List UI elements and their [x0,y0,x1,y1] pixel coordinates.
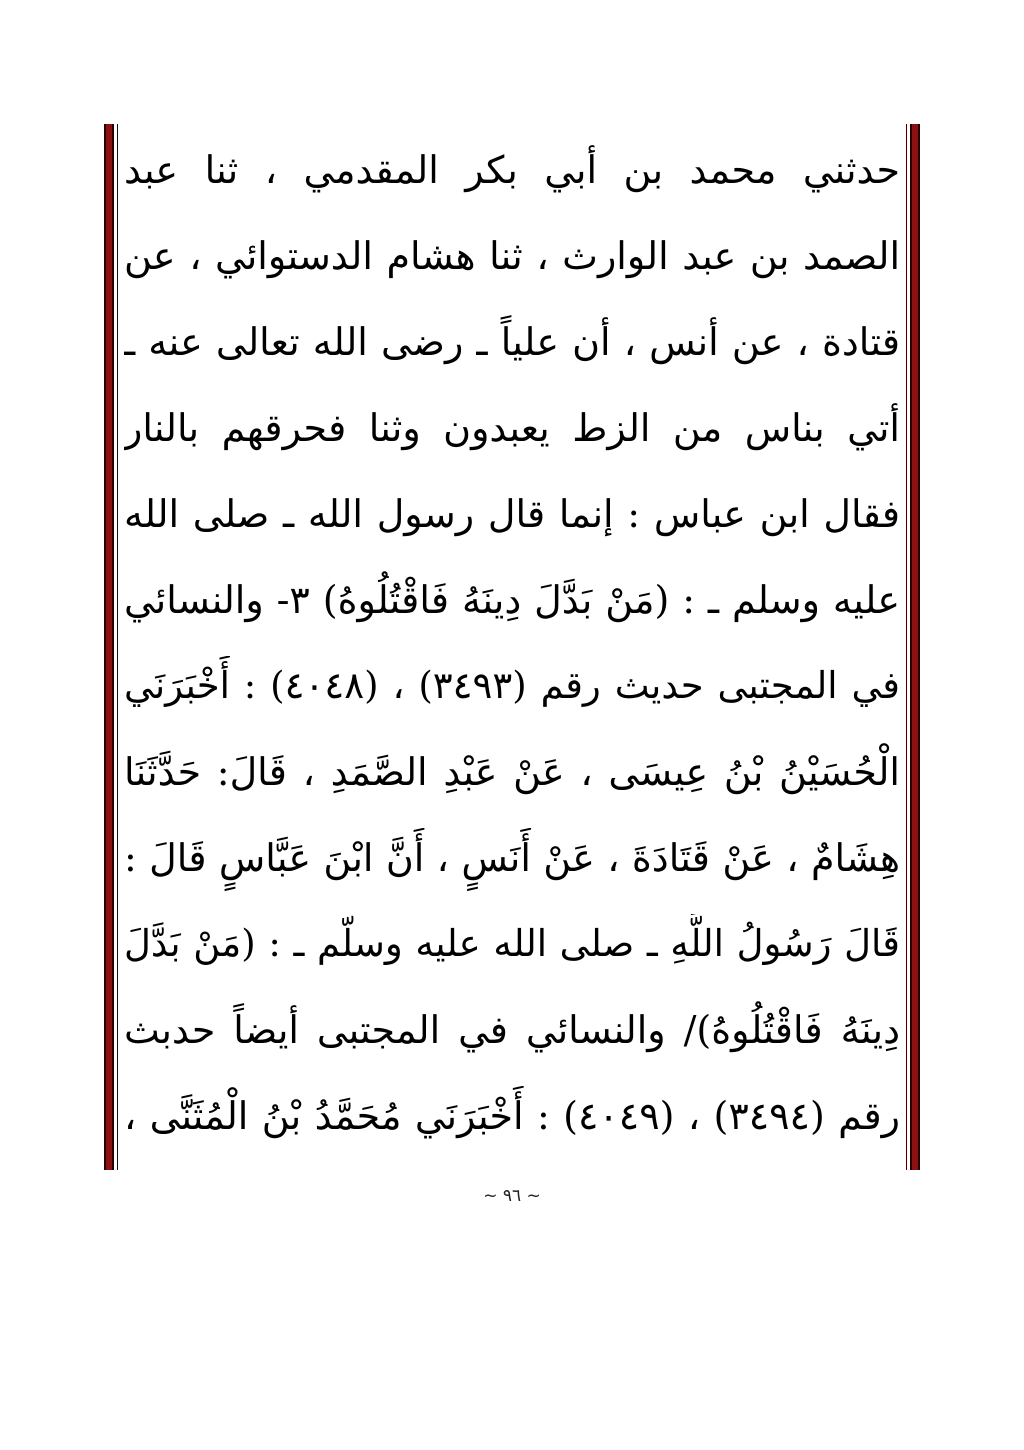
text-line-12: رقم (٣٤٩٤) ، (٤٠٤٩) : أَخْبَرَنَي مُحَمَّدُ بْنُ الْمُثَنَّى ، [124,1094,900,1138]
page-number: ~ ٩٦ ~ [483,1186,541,1206]
left-border-rule [117,124,118,1170]
page-body-text [124,140,900,1160]
text-line-4: أتي بناس من الزط يعبدون وثنا فحرقهم بالنار [124,406,900,450]
text-line-1: حدثني محمد بن أبي بكر المقدمي ، ثنا عبد [124,148,900,192]
text-line-6: عليه وسلم ـ : (مَنْ بَدَّلَ دِينَهُ فَاقْتُلُوهُ) ٣- والنسائي [124,578,900,622]
right-border-bar [910,124,920,1170]
text-line-5: فقال ابن عباس : إنما قال رسول الله ـ صلى الله [124,492,900,536]
text-line-8: الْحُسَيْنُ بْنُ عِيسَى ، عَنْ عَبْدِ الصَّمَدِ ، قَالَ: حَدَّثَنَا [124,750,900,794]
text-line-2: الصمد بن عبد الوارث ، ثنا هشام الدستوائي ، عن [124,234,900,278]
text-line-9: هِشَامٌ ، عَنْ قَتَادَةَ ، عَنْ أَنَسٍ ، أَنَّ ابْنَ عَبَّاسٍ قَالَ : [124,836,900,880]
text-line-3: قتادة ، عن أنس ، أن علياً ـ رضى الله تعالى عنه ـ [124,320,900,364]
left-border-bar [104,124,114,1170]
text-line-10: قَالَ رَسُولُ اللَّهِ ـ صلى الله عليه وسلّم ـ : (مَنْ بَدَّلَ [124,922,900,965]
right-border-rule [906,124,907,1170]
text-line-7: في المجتبى حديث رقم (٣٤٩٣) ، (٤٠٤٨) : أَخْبَرَنَي [124,664,900,707]
text-line-11: دِينَهُ فَاقْتُلُوهُ)/ والنسائي في المجتبى أيضاً حدبث [124,1008,900,1052]
